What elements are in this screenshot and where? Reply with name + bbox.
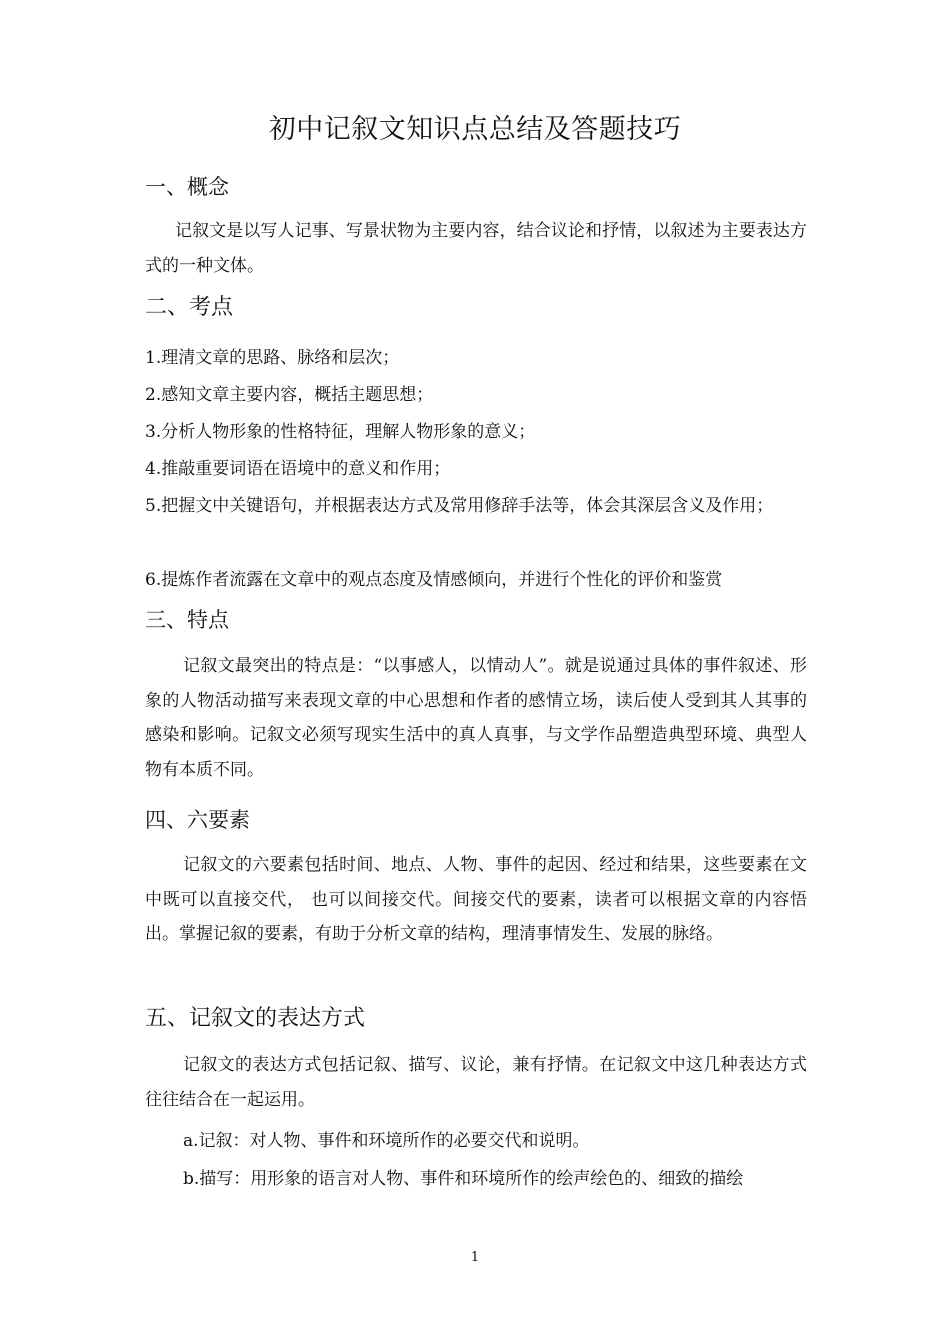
exam-point-item: 5.把握文中关键语句，并根据表达方式及常用修辞手法等，体会其深层含义及作用； — [145, 496, 774, 516]
exam-point-item: 6.提炼作者流露在文章中的观点态度及情感倾向，并进行个性化的评价和鉴赏 — [145, 570, 723, 590]
exam-point-item: 4.推敲重要词语在语境中的意义和作用； — [145, 459, 451, 479]
expression-mode-item: a.记叙：对人物、事件和环境所作的必要交代和说明。 — [183, 1131, 590, 1151]
exam-point-item: 1.理清文章的思路、脉络和层次； — [145, 348, 400, 368]
document-title: 初中记叙文知识点总结及答题技巧 — [268, 114, 682, 145]
exam-point-item: 2.感知文章主要内容，概括主题思想； — [145, 385, 434, 405]
expression-mode-item: b.描写：用形象的语言对人物、事件和环境所作的绘声绘色的、细致的描绘 — [183, 1169, 744, 1189]
exam-point-item: 3.分析人物形象的性格特征，理解人物形象的意义； — [145, 422, 536, 442]
page-number: 1 — [470, 1250, 480, 1265]
section-heading-features: 三、特点 — [145, 608, 229, 632]
six-elements-paragraph: 记叙文的六要素包括时间、地点、人物、事件的起因、经过和结果，这些要素在文中既可以直接交代， 也可以间接交代。间接交代的要素，读者可以根据文章的内容悟出。掌握记叙的要素，有助于分析文章的结构，理清事情发生、发展的脉络。 — [145, 855, 807, 944]
section-heading-exam-points: 二、考点 — [145, 295, 234, 320]
section-heading-expression-modes: 五、记叙文的表达方式 — [145, 1006, 366, 1031]
features-paragraph: 记叙文最突出的特点是：“以事感人，以情动人”。就是说通过具体的事件叙述、形象的人物活动描写来表现文章的中心思想和作者的感情立场，读后使人受到其人其事的感染和影响。记叙文必须写现实生活中的真人真事，与文学作品塑造典型环境、典型人物有本质不同。 — [145, 656, 807, 780]
expression-modes-paragraph: 记叙文的表达方式包括记叙、描写、议论，兼有抒情。在记叙文中这几种表达方式往往结合在一起运用。 — [145, 1055, 807, 1110]
section-heading-six-elements: 四、六要素 — [145, 808, 250, 832]
section-heading-concept: 一、概念 — [145, 175, 229, 199]
concept-paragraph: 记叙文是以写人记事、写景状物为主要内容，结合议论和抒情，以叙述为主要表达方式的一种文体。 — [145, 221, 807, 276]
